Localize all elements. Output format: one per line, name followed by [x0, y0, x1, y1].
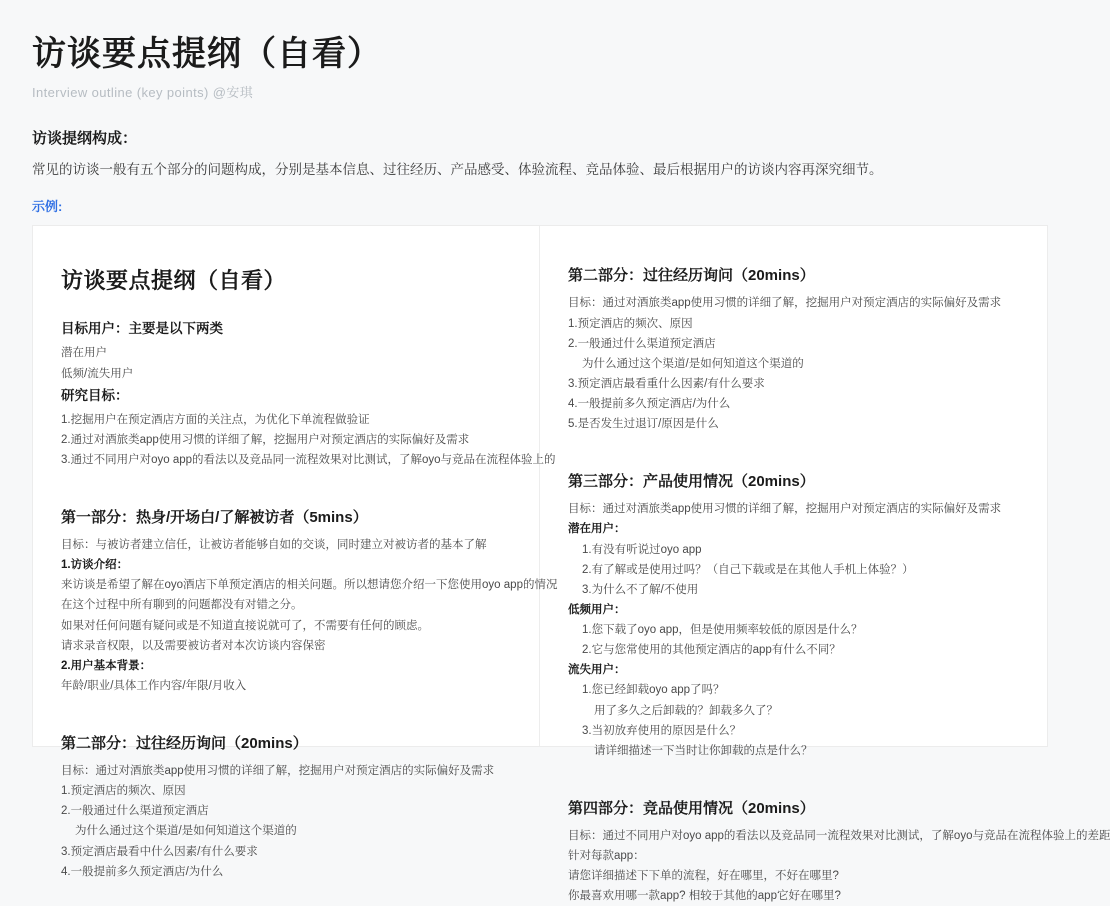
list-item: 目标：通过对酒旅类app使用习惯的详细了解，挖掘用户对预定酒店的实际偏好及需求 — [568, 297, 1002, 310]
list-item: 潜在用户： — [568, 523, 626, 536]
list-item: 1.预定酒店的频次、原因 — [61, 785, 186, 798]
divider-space — [61, 696, 511, 712]
card-column-left — [33, 226, 558, 878]
intro-paragraph: 常见的访谈一般有五个部分的问题构成，分别是基本信息、过往经历、产品感受、体验流程、竞品体验、最后根据用户的访谈内容再深究细节。 — [32, 162, 883, 178]
section-heading: 第二部分：过往经历询问（20mins） — [61, 735, 308, 753]
block-heading: 研究目标： — [61, 387, 129, 403]
list-item: 2.一般通过什么渠道预定酒店 — [568, 337, 716, 350]
card-column-right — [540, 226, 1110, 903]
list-item: 为什么通过这个渠道/是如何知道这个渠道的 — [582, 357, 804, 370]
list-item: 3.当初放弃使用的原因是什么？ — [582, 724, 742, 737]
divider-space — [568, 761, 1019, 777]
divider-space — [568, 434, 1019, 450]
card-title: 访谈要点提纲（自看） — [61, 268, 287, 294]
list-item: 3.预定酒店最看重什么因素/有什么要求 — [568, 377, 765, 390]
list-item: 1.有没有听说过oyo app — [582, 543, 702, 556]
card-right-body — [568, 264, 1110, 906]
list-item: 你最喜欢用哪一款app? 相较于其他的app它好在哪里? — [568, 890, 841, 903]
list-item: 针对每款app： — [568, 850, 645, 863]
list-item: 目标：通过不同用户对oyo app的看法以及竞品同一流程效果对比测试，了解oyo与竞品在流程体验上的差距 — [568, 829, 1110, 842]
document-page — [0, 32, 1110, 903]
list-item: 3.通过不同用户对oyo app的看法以及竞品同一流程效果对比测试，了解oyo与竞品在流程体验上的 — [61, 453, 556, 466]
list-item: 流失用户： — [568, 664, 626, 677]
list-item: 1.挖掘用户在预定酒店方面的关注点，为优化下单流程做验证 — [61, 413, 370, 426]
list-item: 在这个过程中所有聊到的问题都没有对错之分。 — [61, 599, 303, 612]
list-item: 5.是否发生过退订/原因是什么 — [568, 418, 719, 431]
list-item: 年龄/职业/具体工作内容/年限/月收入 — [61, 679, 247, 692]
block-heading: 目标用户：主要是以下两类 — [61, 321, 223, 337]
intro-heading: 访谈提纲构成： — [32, 130, 138, 148]
list-item: 请您详细描述下下单的流程，好在哪里，不好在哪里? — [568, 870, 839, 883]
list-item: 1.预定酒店的频次、原因 — [568, 317, 693, 330]
list-item: 2.有了解或是使用过吗？（自己下载或是在其他人手机上体验？） — [582, 563, 914, 576]
list-item: 用了多久之后卸载的？卸载多久了？ — [594, 704, 778, 717]
list-item: 低频用户： — [568, 603, 626, 616]
section-heading: 第三部分：产品使用情况（20mins） — [568, 473, 815, 491]
list-item: 请详细描述一下当时让你卸载的点是什么？ — [594, 744, 813, 757]
list-item: 目标：与被访者建立信任，让被访者能够自如的交谈，同时建立对被访者的基本了解 — [61, 539, 487, 552]
list-item: 2.通过对酒旅类app使用习惯的详细了解，挖掘用户对预定酒店的实际偏好及需求 — [61, 433, 470, 446]
list-item: 来访谈是希望了解在oyo酒店下单预定酒店的相关问题。所以想请您介绍一下您使用oyo app的情况 — [61, 579, 558, 592]
section-heading: 第二部分：过往经历询问（20mins） — [568, 267, 815, 285]
list-item: 2.它与您常使用的其他预定酒店的app有什么不同？ — [582, 644, 841, 657]
page-subtitle: Interview outline (key points) @安琪 — [32, 85, 254, 101]
list-item: 4.一般提前多久预定酒店/为什么 — [61, 865, 224, 878]
list-item: 1.访谈介绍： — [61, 559, 129, 572]
section-heading: 第四部分：竞品使用情况（20mins） — [568, 799, 815, 817]
card-left-body — [61, 317, 558, 881]
list-item: 1.您下载了oyo app，但是使用频率较低的原因是什么？ — [582, 624, 863, 637]
list-item: 目标：通过对酒旅类app使用习惯的详细了解，挖掘用户对预定酒店的实际偏好及需求 — [568, 503, 1002, 516]
list-item: 2.用户基本背景： — [61, 659, 152, 672]
list-item: 3.预定酒店最看中什么因素/有什么要求 — [61, 845, 258, 858]
list-item: 3.为什么不了解/不使用 — [582, 583, 699, 596]
list-item: 目标：通过对酒旅类app使用习惯的详细了解，挖掘用户对预定酒店的实际偏好及需求 — [61, 765, 495, 778]
list-item: 1.您已经卸载oyo app了吗？ — [582, 684, 725, 697]
list-item: 低频/流失用户 — [61, 367, 134, 380]
page-title: 访谈要点提纲（自看） — [32, 35, 382, 73]
example-card — [32, 225, 1110, 903]
list-item: 潜在用户 — [61, 347, 107, 360]
list-item: 为什么通过这个渠道/是如何知道这个渠道的 — [75, 825, 297, 838]
divider-space — [61, 470, 511, 486]
list-item: 如果对任何问题有疑问或是不知道直接说就可了，不需要有任何的顾虑。 — [61, 619, 429, 632]
list-item: 4.一般提前多久预定酒店/为什么 — [568, 398, 731, 411]
list-item: 请求录音权限，以及需要被访者对本次访谈内容保密 — [61, 639, 326, 652]
example-label: 示例: — [32, 199, 63, 215]
section-heading: 第一部分：热身/开场白/了解被访者（5mins） — [61, 509, 368, 527]
list-item: 2.一般通过什么渠道预定酒店 — [61, 805, 209, 818]
